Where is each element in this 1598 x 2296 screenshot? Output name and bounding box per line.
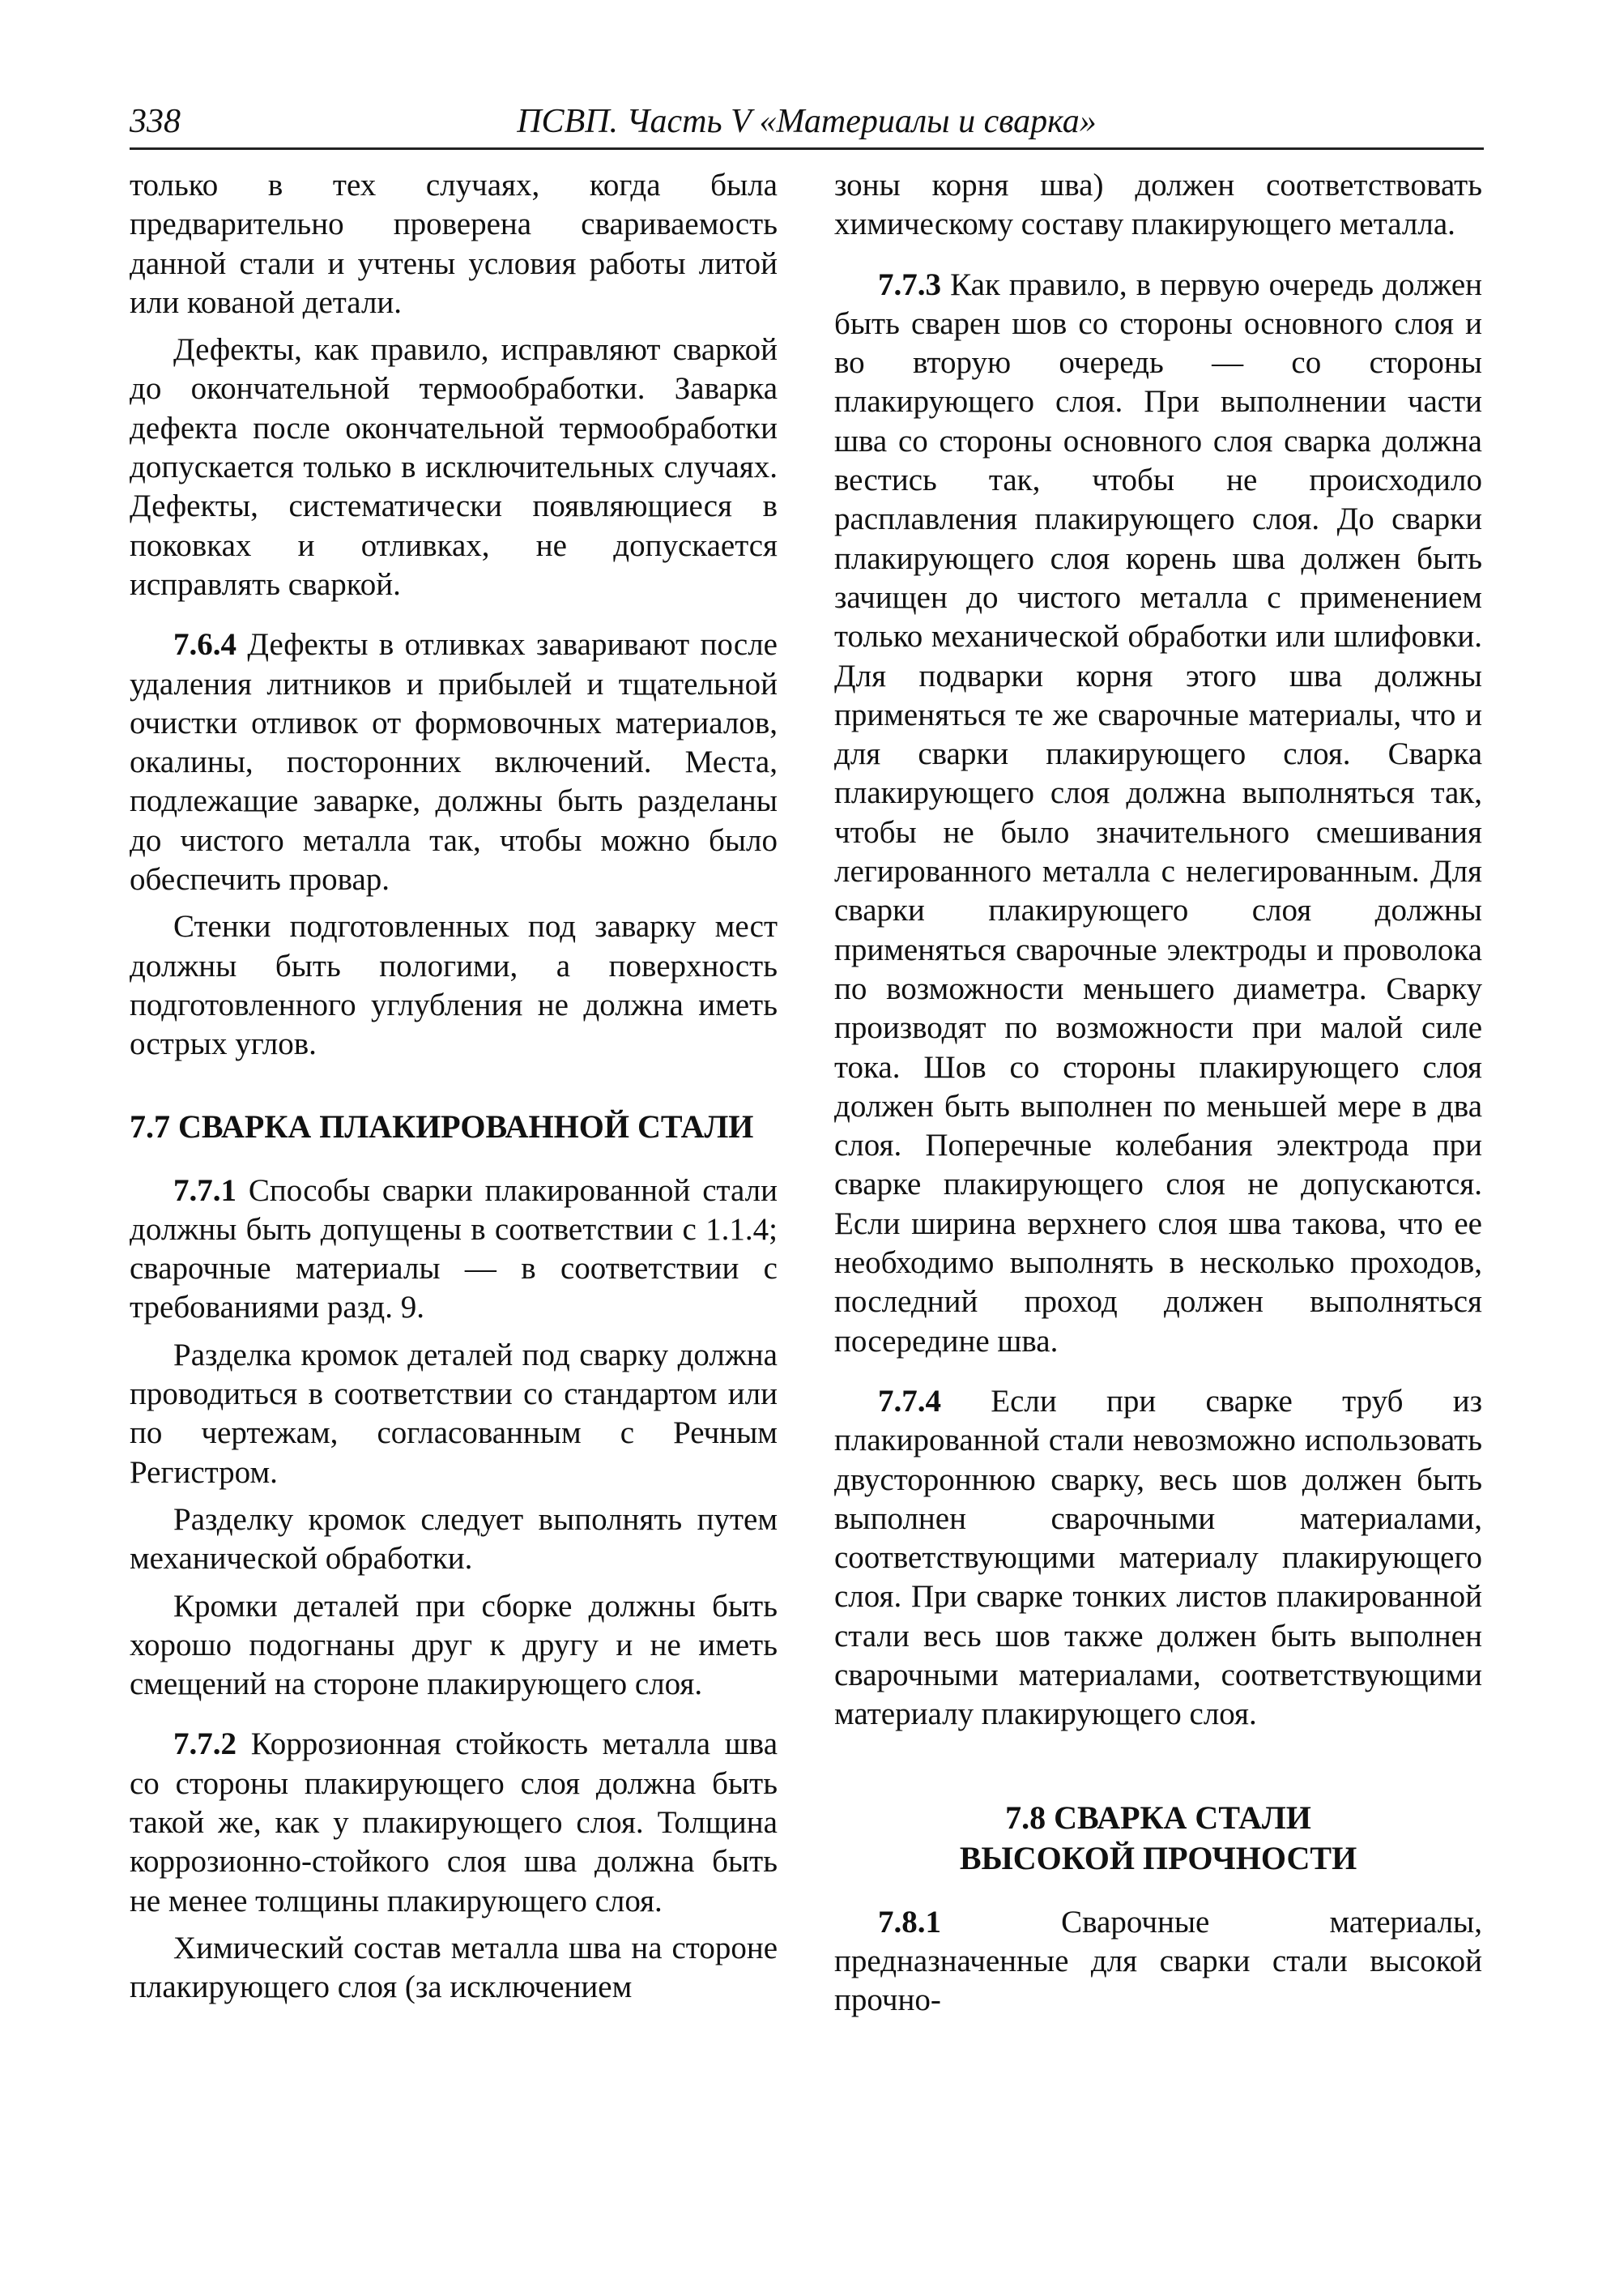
clause-7-7-2 <box>130 1725 778 1920</box>
clause-7-6-4 <box>130 625 778 899</box>
page-number: 338 <box>130 103 181 140</box>
left-column <box>130 166 778 2015</box>
paragraph: Разделка кромок деталей под сварку должна проводиться в соответствии со стандартом или по чертежам, согласованным с Речным Регистром. <box>130 1337 778 1490</box>
heading-line: ВЫСОКОЙ ПРОЧНОСТИ <box>959 1839 1357 1876</box>
paragraph: Кромки деталей при сборке должны быть хорошо подогнаны друг к другу и не иметь смещений на стороне плакирующего слоя. <box>130 1588 778 1702</box>
heading-line: 7.8 СВАРКА СТАЛИ <box>1005 1799 1311 1836</box>
clause-number: 7.7.4 <box>878 1383 941 1419</box>
clause-text: Сварочные материалы, предназначенные для сварки стали высокой прочно- <box>834 1904 1482 2018</box>
clause-text: Дефекты в отливках заваривают после удаления литников и прибылей и тщательной очистки отливок от формовочных материалов, окалины, посторонних включений. Места, подлежащие заварке, должны быть разделаны до чистого металла так, чтобы можно было обеспечить провар. <box>130 627 778 898</box>
clause-text: Как правило, в первую очередь должен быть сварен шов со стороны основного слоя и во вторую очередь — со стороны плакирующего слоя. При выполнении части шва со стороны основного слоя сварка должна вестись так, чтобы не происходило расплавления плакирующего слоя. До сварки плакирующего слоя корень шва должен быть зачищен до чистого металла с применением только механической обработки или шлифовки. Для подварки корня этого шва должны применяться те же сварочные материалы, что и для сварки плакирующего слоя. Сварка плакирующего слоя должна выполняться так, чтобы не было значительного смешивания легированного металла с нелегированным. Для сварки плакирующего слоя должны применяться сварочные электроды и проволока по возможности меньшего диаметра. Сварку производят по возможности при малой силе тока. Шов со стороны плакирующего слоя должен быть выполнен по меньшей мере в два слоя. Поперечные колебания электрода при сварке плакирующего слоя не допускаются. Если ширина верхнего слоя шва такова, что ее необходимо выполнять в несколько проходов, последний проход должен выполняться посередине шва. <box>834 267 1483 1359</box>
paragraph: Химический состав металла шва на стороне плакирующего слоя (за исключением <box>130 1930 778 2005</box>
clause-7-8-1 <box>834 1903 1482 2021</box>
clause-7-7-3 <box>834 266 1482 1361</box>
page-header <box>130 96 1484 150</box>
clause-7-7-4 <box>834 1382 1482 1735</box>
section-heading-7-8 <box>834 1798 1482 1879</box>
paragraph: только в тех случаях, когда была предварительно проверена свариваемость данной стали и учтены условия работы литой или кованой детали. <box>130 168 778 320</box>
clause-text: Способы сварки плакированной стали должны быть допущены в соответствии с 1.1.4; сварочные материалы — в соответствии с требованиями разд. 9. <box>130 1172 778 1325</box>
paragraph: Стенки подготовленных под заварку мест должны быть пологими, а поверхность подготовленного углубления не должна иметь острых углов. <box>130 909 778 1062</box>
clause-number: 7.7.1 <box>173 1172 237 1208</box>
clause-number: 7.7.3 <box>878 267 941 302</box>
running-title: ПСВП. Часть V «Материалы и сварка» <box>517 103 1097 140</box>
right-column <box>834 166 1482 2028</box>
clause-7-7-1 <box>130 1171 778 1328</box>
clause-number: 7.7.2 <box>173 1726 237 1762</box>
paragraph: Дефекты, как правило, исправляют сваркой до окончательной термообработки. Заварка дефекта после окончательной термообработки допускается только в исключительных случаях. Дефекты, систематически появляющиеся в поковках и отливках, не допускается исправлять сваркой. <box>130 332 778 602</box>
clause-text: Если при сварке труб из плакированной стали невозможно использовать двустороннюю сварку, весь шов должен быть выполнен сварочными материалами, соответствующими материалу плакирующего слоя. При сварке тонких листов плакированной стали весь шов также должен быть выполнен сварочными материалами, соответствующими материалу плакирующего слоя. <box>834 1383 1482 1732</box>
paragraph: зоны корня шва) должен соответствовать химическому составу плакирующего металла. <box>834 168 1482 242</box>
clause-text: Коррозионная стойкость металла шва со стороны плакирующего слоя должна быть такой же, как у плакирующего слоя. Толщина коррозионно-стойкого слоя шва должна быть не менее толщины плакирующего слоя. <box>130 1726 778 1918</box>
clause-number: 7.8.1 <box>878 1904 941 1940</box>
section-heading-7-7: 7.7 СВАРКА ПЛАКИРОВАННОЙ СТАЛИ <box>130 1107 754 1145</box>
paragraph: Разделку кромок следует выполнять путем механической обработки. <box>130 1501 778 1577</box>
clause-number: 7.6.4 <box>173 627 237 663</box>
